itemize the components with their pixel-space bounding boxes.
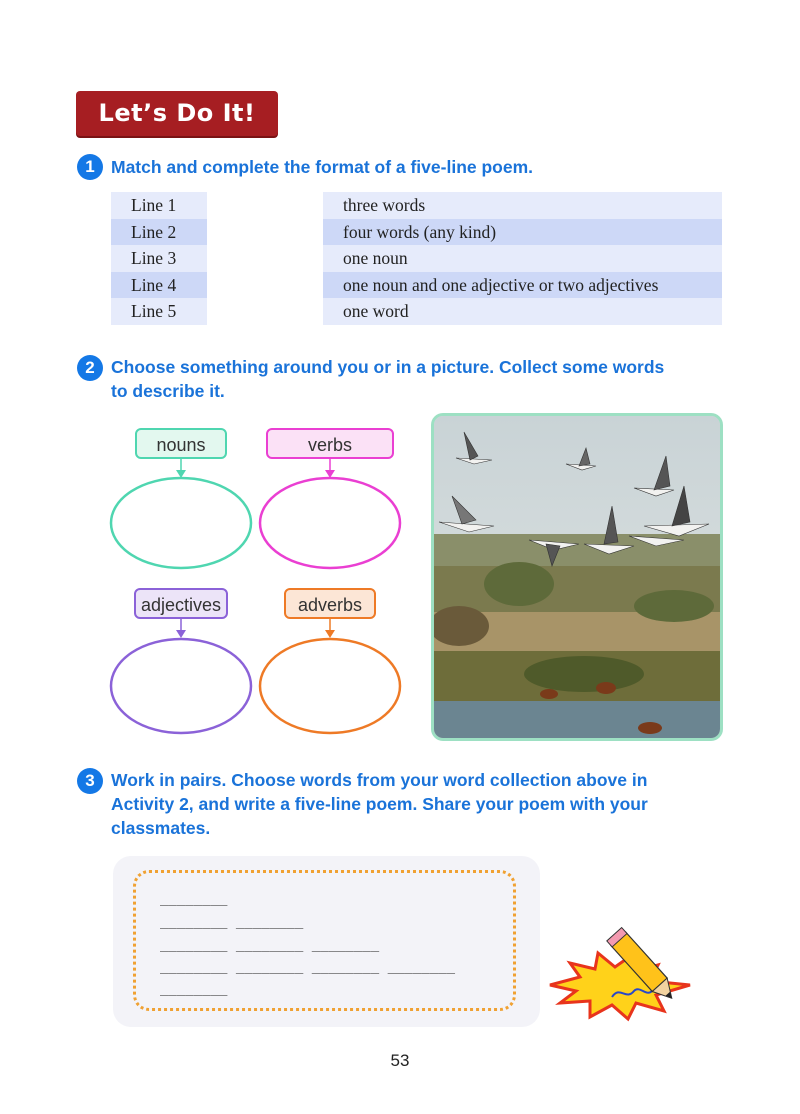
line-label: Line 4 [111, 272, 207, 299]
nouns-tag: nouns [135, 428, 227, 459]
activity-3-instruction-line: Activity 2, and write a five-line poem. Share your poem with your [111, 794, 648, 814]
adjectives-ellipse [111, 639, 251, 733]
page-number: 53 [390, 1051, 410, 1070]
geese-photo-illustration [434, 416, 720, 738]
adverbs-ellipse [260, 639, 400, 733]
activity-3-instruction-line: Work in pairs. Choose words from your word collection above in [111, 770, 648, 790]
activity-1-number: 1 [77, 154, 103, 180]
nouns-ellipse [111, 478, 251, 568]
activity-3-instruction [111, 768, 648, 840]
line-label: Line 5 [111, 298, 207, 325]
poem-blank-line: ________ ________ ________ [160, 936, 380, 952]
activity-1-instruction-text: Match and complete the format of a five-line poem. [111, 157, 534, 177]
poem-blank-line: ________ [160, 980, 228, 996]
adjectives-arrowhead [176, 630, 186, 638]
adverbs-tag: adverbs [284, 588, 376, 619]
adverbs-arrowhead [325, 630, 335, 638]
activity-3-number: 3 [77, 768, 103, 794]
activity-2-instruction-line: Choose something around you or in a picture. Collect some words [111, 357, 665, 377]
line-description: one word [323, 298, 722, 325]
poem-blank-line: ________ [160, 890, 228, 906]
poem-blank-line: ________ ________ ________ ________ [160, 958, 456, 974]
activity-2-instruction-line: to describe it. [111, 381, 225, 401]
line-description: one noun [323, 245, 722, 272]
line-description: four words (any kind) [323, 219, 722, 246]
verbs-ellipse [260, 478, 400, 568]
activity-2-number: 2 [77, 355, 103, 381]
line-description: three words [323, 192, 722, 219]
line-label: Line 1 [111, 192, 207, 219]
verbs-tag: verbs [266, 428, 394, 459]
line-description: one noun and one adjective or two adjectives [323, 272, 722, 299]
poem-blank-line: ________ ________ [160, 913, 304, 929]
activity-3-instruction-line: classmates. [111, 818, 211, 838]
section-banner: Let’s Do It! [76, 91, 278, 136]
pencil-icon [540, 915, 700, 1025]
line-label: Line 2 [111, 219, 207, 246]
adjectives-tag: adjectives [134, 588, 228, 619]
line-label: Line 3 [111, 245, 207, 272]
geese-photo [431, 413, 723, 741]
